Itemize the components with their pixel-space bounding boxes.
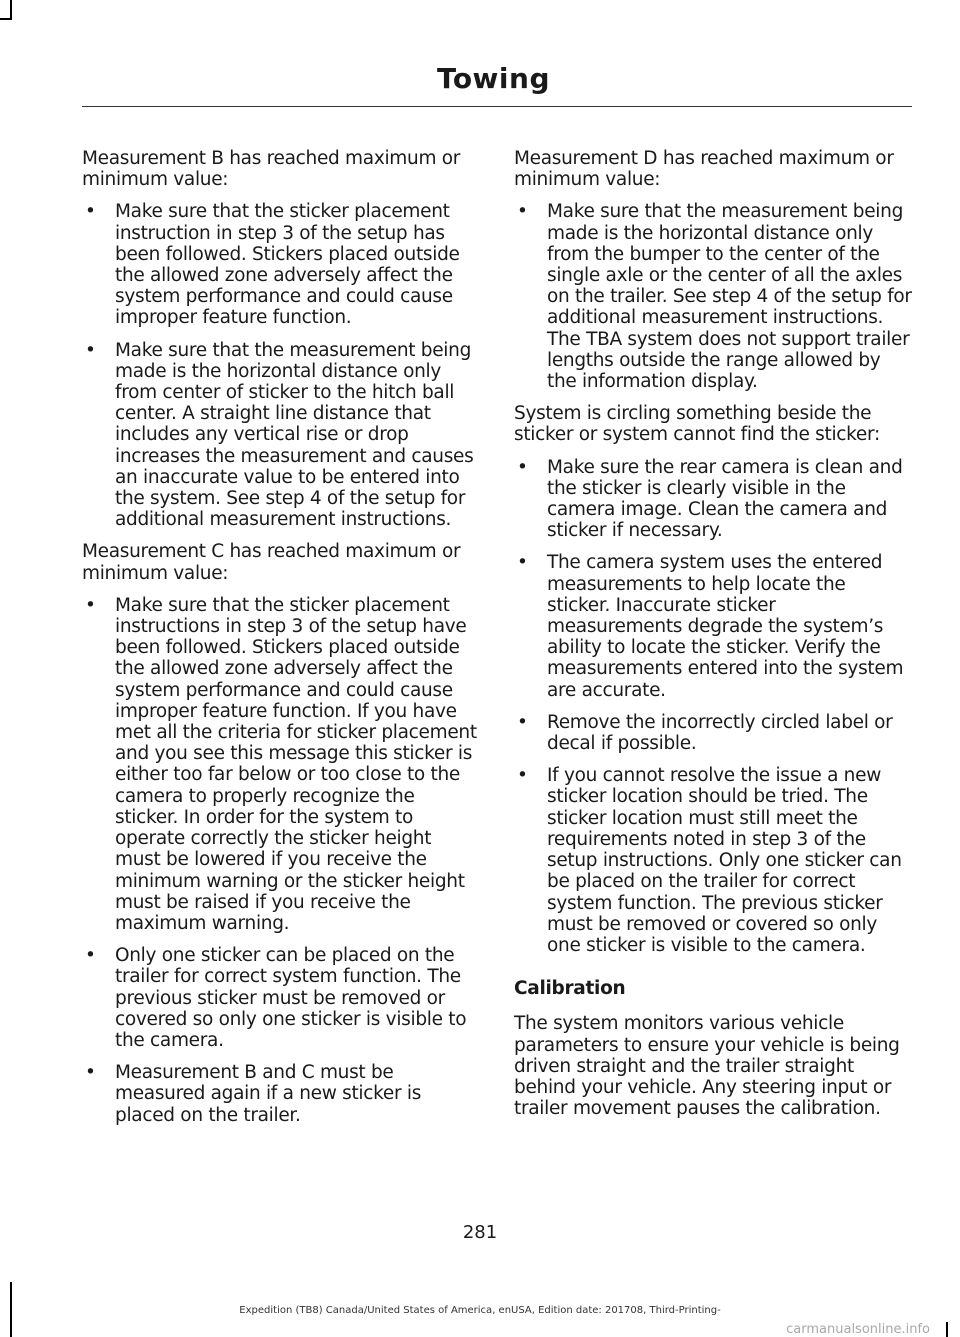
left-column bbox=[82, 148, 477, 1137]
crop-mark-top-left bbox=[10, 0, 12, 20]
calibration-text: The system monitors various vehicle parameters to ensure your vehicle is being driven straight and the trailer straight behind your vehicle. Any steering input or trailer movement pauses the calibration. bbox=[514, 1013, 900, 1120]
watermark: carmanualsonline.info bbox=[786, 1322, 930, 1337]
section-title: Towing bbox=[436, 62, 550, 95]
list-item: • Make sure that the measurement being made is the horizontal distance only from center of sticker to the hitch ball center. A straight line distance that includes any vertical rise or drop increases the measurement and causes an inaccurate value to be entered into the system. See step 4 of the setup for additional measurement instructions. bbox=[82, 340, 477, 531]
measurement-d-heading: Measurement D has reached maximum or minimum value: bbox=[514, 148, 894, 191]
measurement-b-heading: Measurement B has reached maximum or minimum value: bbox=[82, 148, 461, 191]
crop-mark-top-left-h bbox=[0, 18, 12, 20]
list-item: • Make sure that the sticker placement instruction in step 3 of the setup has been followed. Stickers placed outside the allowed zone adversely affect the system performance and could cause improper feature function. bbox=[82, 201, 477, 328]
circling-list bbox=[514, 457, 912, 956]
list-item: • Measurement B and C must be measured again if a new sticker is placed on the trailer. bbox=[82, 1062, 477, 1126]
list-item: • If you cannot resolve the issue a new sticker location should be tried. The sticker location must still meet the requirements noted in step 3 of the setup instructions. Only one sticker can be placed on the trailer for correct system function. The previous sticker must be removed or covered so only one sticker is visible to the camera. bbox=[514, 765, 912, 956]
list-item: • The camera system uses the entered measurements to help locate the sticker. Inaccurate sticker measurements degrade the system’s ability to locate the sticker. Verify the measurements entered into the system are accurate. bbox=[514, 552, 912, 700]
crop-mark-bottom-right bbox=[946, 1322, 948, 1337]
right-column bbox=[514, 148, 912, 1130]
list-item: • Make sure the rear camera is clean and the sticker is clearly visible in the camera image. Clean the camera and sticker if necessary. bbox=[514, 457, 912, 542]
header-divider bbox=[82, 106, 912, 107]
list-item: • Make sure that the sticker placement instructions in step 3 of the setup have been followed. Stickers placed outside the allowed zone adversely affect the system performance and could cause improper feature function. If you have met all the criteria for sticker placement and you see this message this sticker is either too far below or too close to the camera to properly recognize the sticker. In order for the system to operate correctly the sticker height must be lowered if you receive the minimum warning or the sticker height must be raised if you receive the maximum warning. bbox=[82, 595, 477, 934]
list-item: • Only one sticker can be placed on the trailer for correct system function. The previous sticker must be removed or covered so only one sticker is visible to the camera. bbox=[82, 945, 477, 1051]
page-number: 281 bbox=[462, 1222, 498, 1243]
list-item: • Remove the incorrectly circled label or decal if possible. bbox=[514, 712, 912, 754]
calibration-heading: Calibration bbox=[514, 978, 626, 1000]
measurement-c-heading: Measurement C has reached maximum or minimum value: bbox=[82, 541, 461, 584]
edition-line: Expedition (TB8) Canada/United States of America, enUSA, Edition date: 201708, Third-Printing- bbox=[239, 1305, 721, 1316]
measurement-d-list bbox=[514, 201, 912, 392]
circling-heading: System is circling something beside the sticker or system cannot find the sticker: bbox=[514, 403, 880, 446]
measurement-c-list bbox=[82, 595, 477, 1126]
measurement-b-list bbox=[82, 201, 477, 530]
list-item: • Make sure that the measurement being made is the horizontal distance only from the bumper to the center of the single axle or the center of all the axles on the trailer. See step 4 of the setup for additional measurement instructions. The TBA system does not support trailer lengths outside the range allowed by the information display. bbox=[514, 201, 912, 392]
